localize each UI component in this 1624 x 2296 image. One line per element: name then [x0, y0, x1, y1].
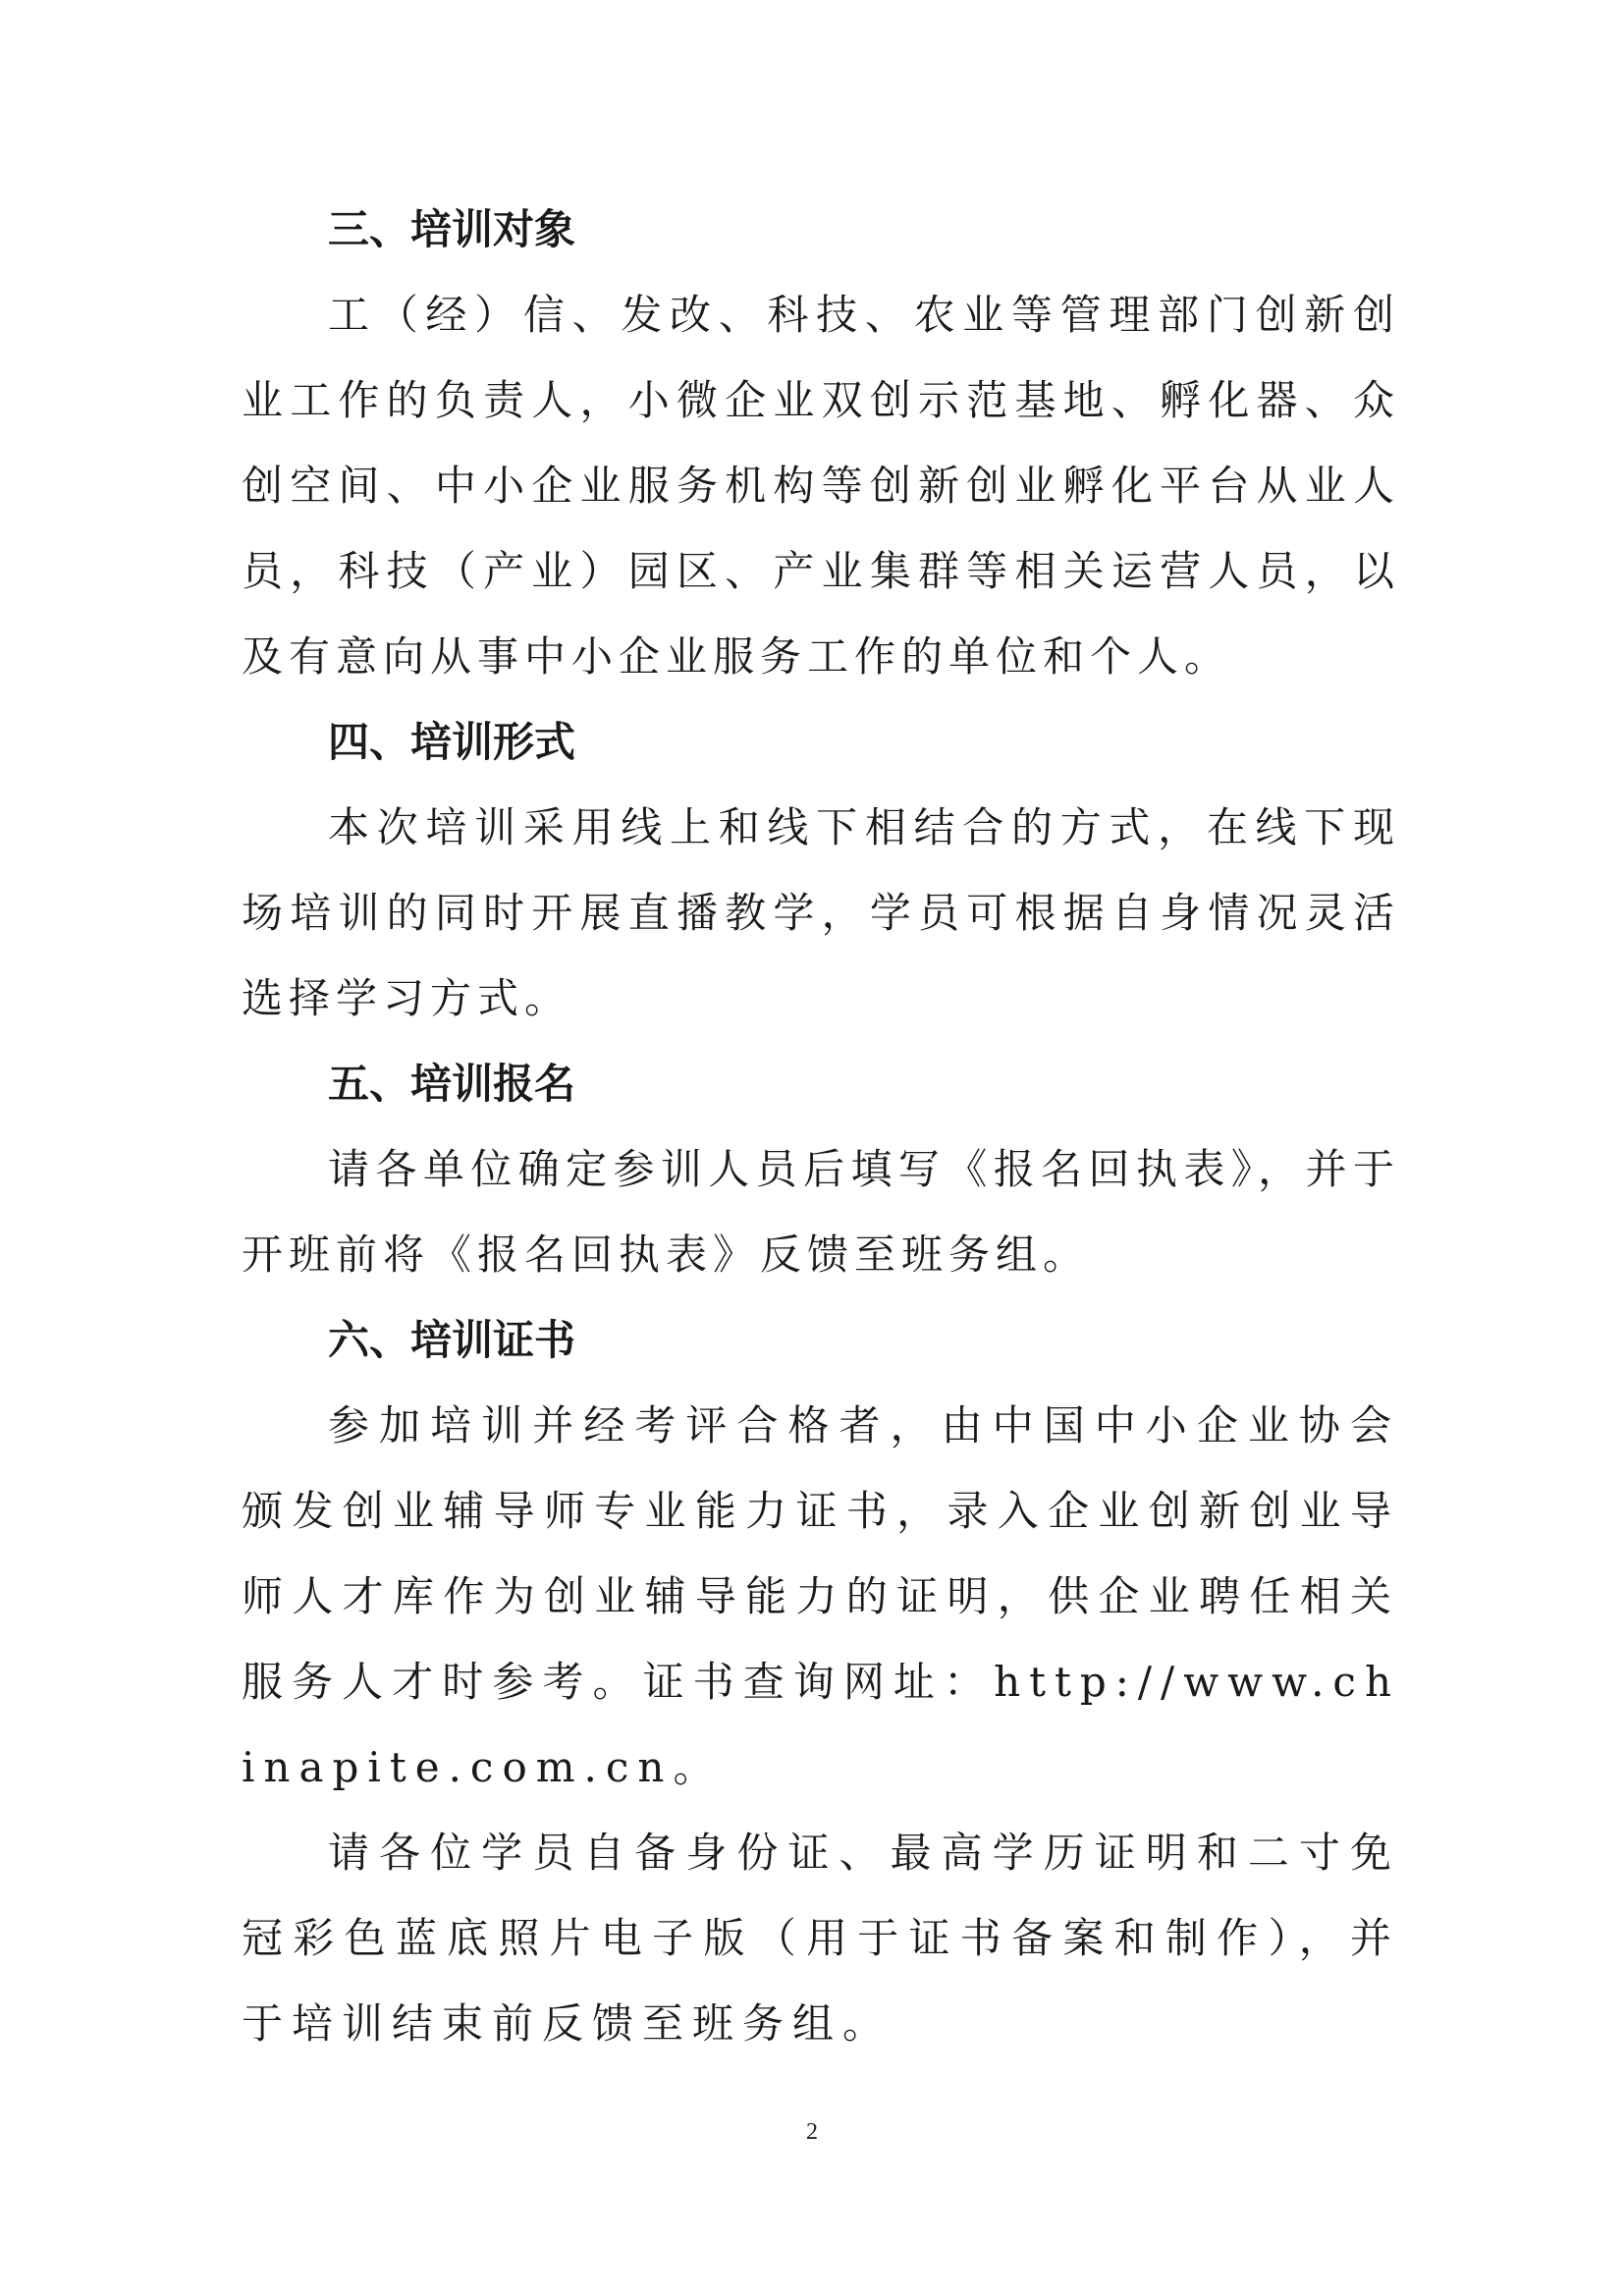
section-heading-training-certificate: 六、培训证书: [328, 1316, 576, 1364]
paragraph-certificate-materials: 请各位学员自备身份证、最高学历证明和二寸免冠彩色蓝底照片电子版（用于证书备案和制作），并于培训结束前反馈至班务组。: [242, 1829, 1400, 2048]
document-body: [242, 187, 1400, 2066]
section-heading-training-format: 四、培训形式: [328, 718, 576, 766]
section-heading-training-target: 三、培训对象: [328, 205, 576, 253]
section-heading-training-registration: 五、培训报名: [328, 1060, 576, 1108]
paragraph-training-certificate: 参加培训并经考评合格者，由中国中小企业协会颁发创业辅导师专业能力证书，录入企业创新创业导师人才库作为创业辅导能力的证明，供企业聘任相关服务人才时参考。证书查询网址：http://www.chinapite.com.cn。: [242, 1401, 1400, 1791]
paragraph-training-format: 本次培训采用线上和线下相结合的方式，在线下现场培训的同时开展直播教学，学员可根据自身情况灵活选择学习方式。: [242, 803, 1400, 1022]
paragraph-training-target: 工（经）信、发改、科技、农业等管理部门创新创业工作的负责人，小微企业双创示范基地、孵化器、众创空间、中小企业服务机构等创新创业孵化平台从业人员，科技（产业）园区、产业集群等相关运营人员，以及有意向从事中小企业服务工作的单位和个人。: [242, 291, 1400, 681]
page-number: 2: [806, 2119, 818, 2145]
paragraph-training-registration: 请各单位确定参训人员后填写《报名回执表》，并于开班前将《报名回执表》反馈至班务组。: [242, 1145, 1400, 1279]
